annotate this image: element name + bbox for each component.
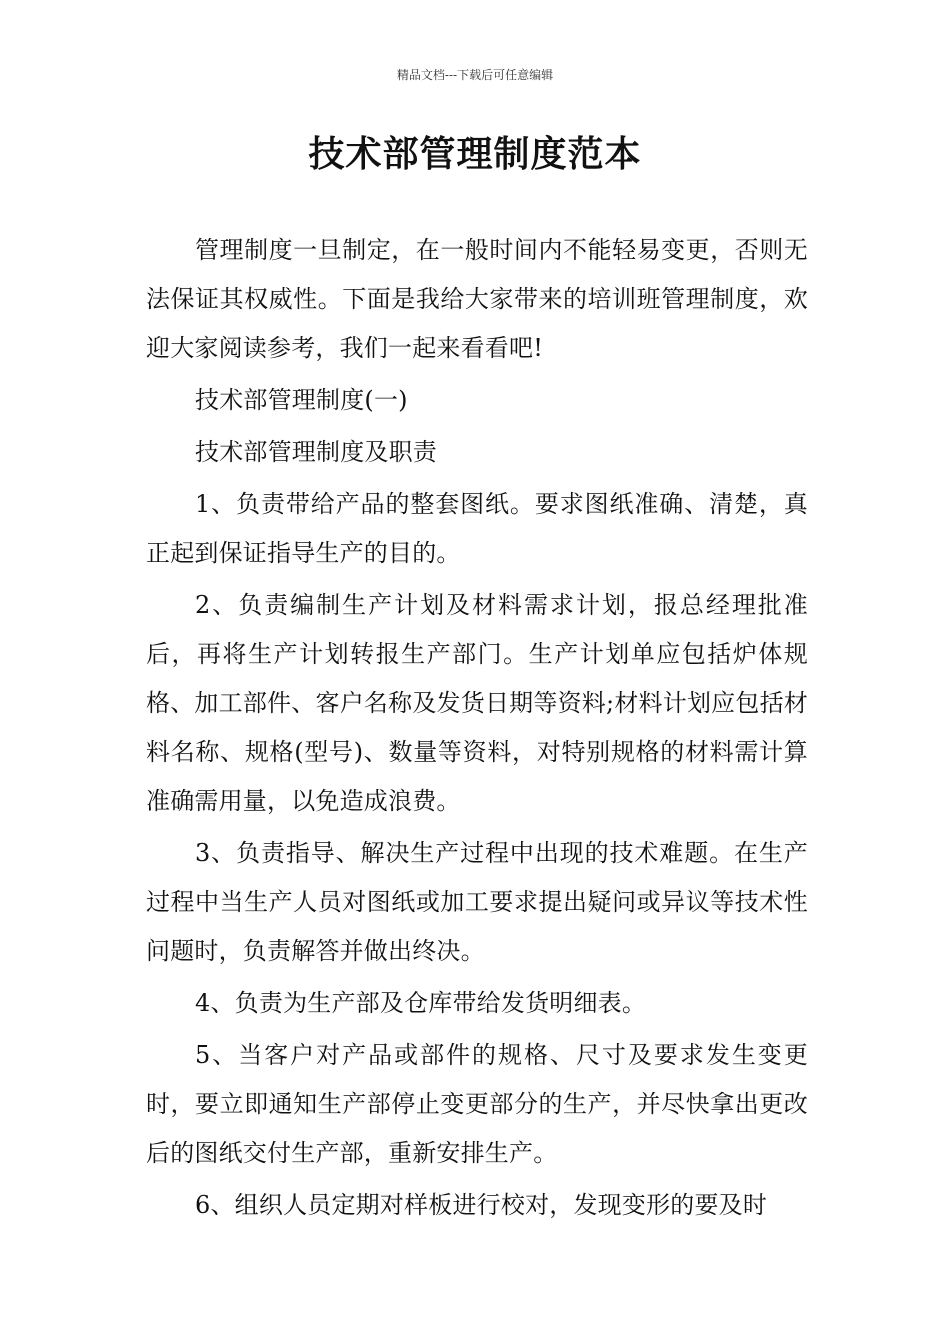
list-item: 4、负责为生产部及仓库带给发货明细表。 (195, 989, 647, 1017)
document-title: 技术部管理制度范本 (308, 134, 642, 175)
list-item: 3、负责指导、解决生产过程中出现的技术难题。在生产过程中当生产人员对图纸或加工要求提出疑问或异议等技术性问题时，负责解答并做出终决。 (146, 839, 808, 965)
document-body (146, 226, 808, 1233)
list-item: 6、组织人员定期对样板进行校对，发现变形的要及时 (195, 1191, 768, 1219)
list-item: 5、当客户对产品或部件的规格、尺寸及要求发生变更时，要立即通知生产部停止变更部分的生产，并尽快拿出更改后的图纸交付生产部，重新安排生产。 (146, 1041, 808, 1167)
subsection-heading: 技术部管理制度及职责 (195, 438, 437, 466)
section-heading: 技术部管理制度(一) (195, 386, 408, 414)
intro-paragraph: 管理制度一旦制定，在一般时间内不能轻易变更，否则无法保证其权威性。下面是我给大家带来的培训班管理制度，欢迎大家阅读参考，我们一起来看看吧! (146, 236, 808, 362)
list-item: 1、负责带给产品的整套图纸。要求图纸准确、清楚，真正起到保证指导生产的目的。 (146, 490, 808, 567)
list-item: 2、负责编制生产计划及材料需求计划，报总经理批准后，再将生产计划转报生产部门。生产计划单应包括炉体规格、加工部件、客户名称及发货日期等资料;材料计划应包括材料名称、规格(型号)、数量等资料，对特别规格的材料需计算准确需用量，以免造成浪费。 (146, 591, 808, 815)
header-note: 精品文档---下载后可任意编辑 (396, 68, 554, 82)
